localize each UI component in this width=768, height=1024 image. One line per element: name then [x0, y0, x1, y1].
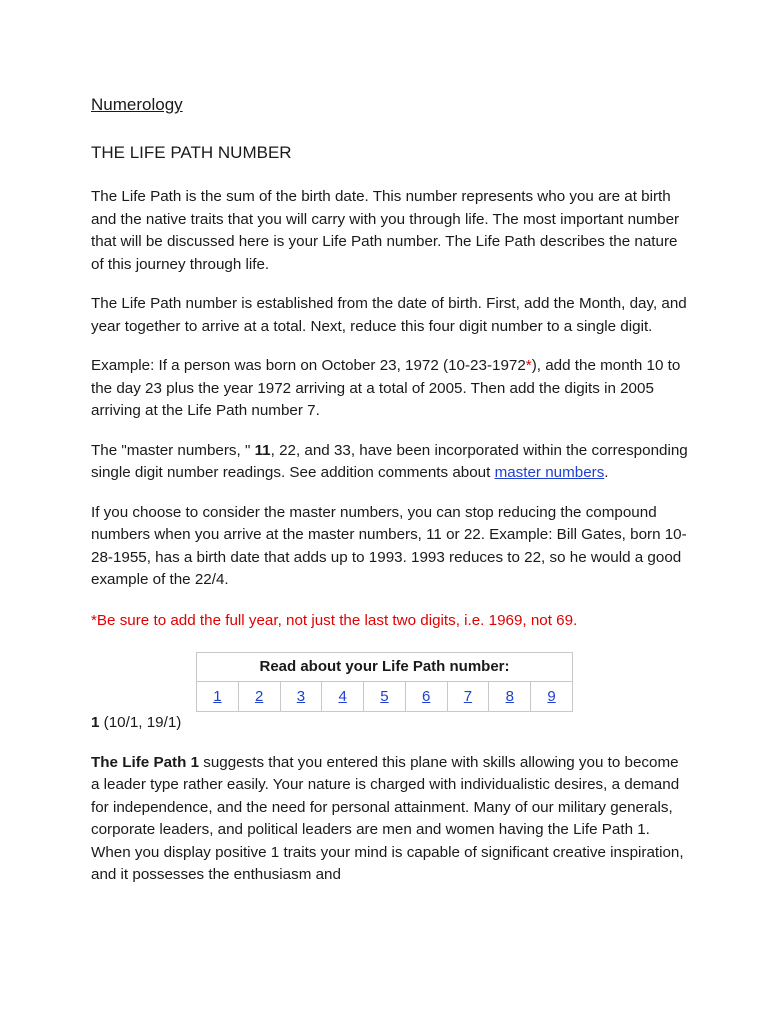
example-text-end: ), add the month 10 to the day 23 plus the year 1972 arriving at a total of 2005. Then add the digits in 2005 arriving at the Life Path number 7.: [91, 357, 681, 419]
section-1-variants: (10/1, 19/1): [99, 714, 182, 731]
paragraph-life-path-1: [91, 752, 691, 887]
life-path-links-row: [197, 682, 573, 712]
life-path-table-header: Read about your Life Path number:: [197, 653, 573, 682]
page-title: Numerology: [91, 95, 183, 114]
section-1-heading: [91, 712, 691, 735]
document-page: [91, 92, 691, 887]
life-path-link-2[interactable]: 2: [254, 688, 264, 705]
paragraph-method: The Life Path number is established from the date of birth. First, add the Month, day, and year together to arrive at a total. Next, reduce this four digit number to a single digit.: [91, 295, 687, 335]
life-path-link-3[interactable]: 3: [296, 688, 306, 705]
paragraph-example: [91, 355, 691, 423]
example-text-start: Example: If a person was born on October 23, 1972 (10-23-1972: [91, 357, 526, 374]
section-1-number: 1: [91, 714, 100, 731]
paragraph-intro: The Life Path is the sum of the birth date. This number represents who you are at birth and the native traits that you will carry with you through life. The most important number that will be discussed here is your Life Path number. The Life Path describes the nature of this journey through life.: [91, 188, 680, 273]
full-year-warning: *Be sure to add the full year, not just the last two digits, i.e. 1969, not 69.: [91, 611, 578, 629]
life-path-table: [196, 652, 573, 712]
life-path-1-lead: The Life Path 1: [91, 753, 200, 771]
life-path-1-text: suggests that you entered this plane with skills allowing you to become a leader type rather easily. Your nature is charged with individualistic desires, a demand for independence, and the need for personal attainment. Many of our military generals, corporate leaders, and political leaders are men and women having the Life Path 1. When you display positive 1 traits your mind is capable of significant creative inspiration, and it possesses the enthusiasm and: [91, 753, 684, 883]
footnote-asterisk: *: [525, 357, 532, 374]
life-path-link-4[interactable]: 4: [338, 688, 347, 705]
life-path-link-6[interactable]: 6: [422, 688, 431, 705]
paragraph-master-example: If you choose to consider the master numbers, you can stop reducing the compound numbers when you arrive at the master numbers, 11 or 22. Example: Bill Gates, born 10-28-1955, has a birth date that adds up to 1993. 1993 reduces to 22, so he would a good example of the 22/4.: [91, 503, 687, 588]
life-path-link-9[interactable]: 9: [547, 688, 556, 705]
master-numbers-link[interactable]: master numbers: [494, 464, 605, 481]
master-number-11: 11: [254, 441, 271, 459]
master-text-end: .: [604, 464, 609, 481]
master-text-middle: , 22, and 33, have been incorporated within the corresponding single digit number readings. See addition comments about: [91, 441, 688, 481]
life-path-link-5[interactable]: 5: [380, 688, 389, 705]
master-text-start: The "master numbers, ": [91, 441, 255, 459]
page-subtitle: THE LIFE PATH NUMBER: [91, 143, 292, 162]
life-path-link-1[interactable]: 1: [213, 688, 222, 705]
paragraph-master-numbers: [91, 440, 691, 485]
life-path-link-8[interactable]: 8: [505, 688, 514, 705]
life-path-link-7[interactable]: 7: [463, 688, 473, 705]
